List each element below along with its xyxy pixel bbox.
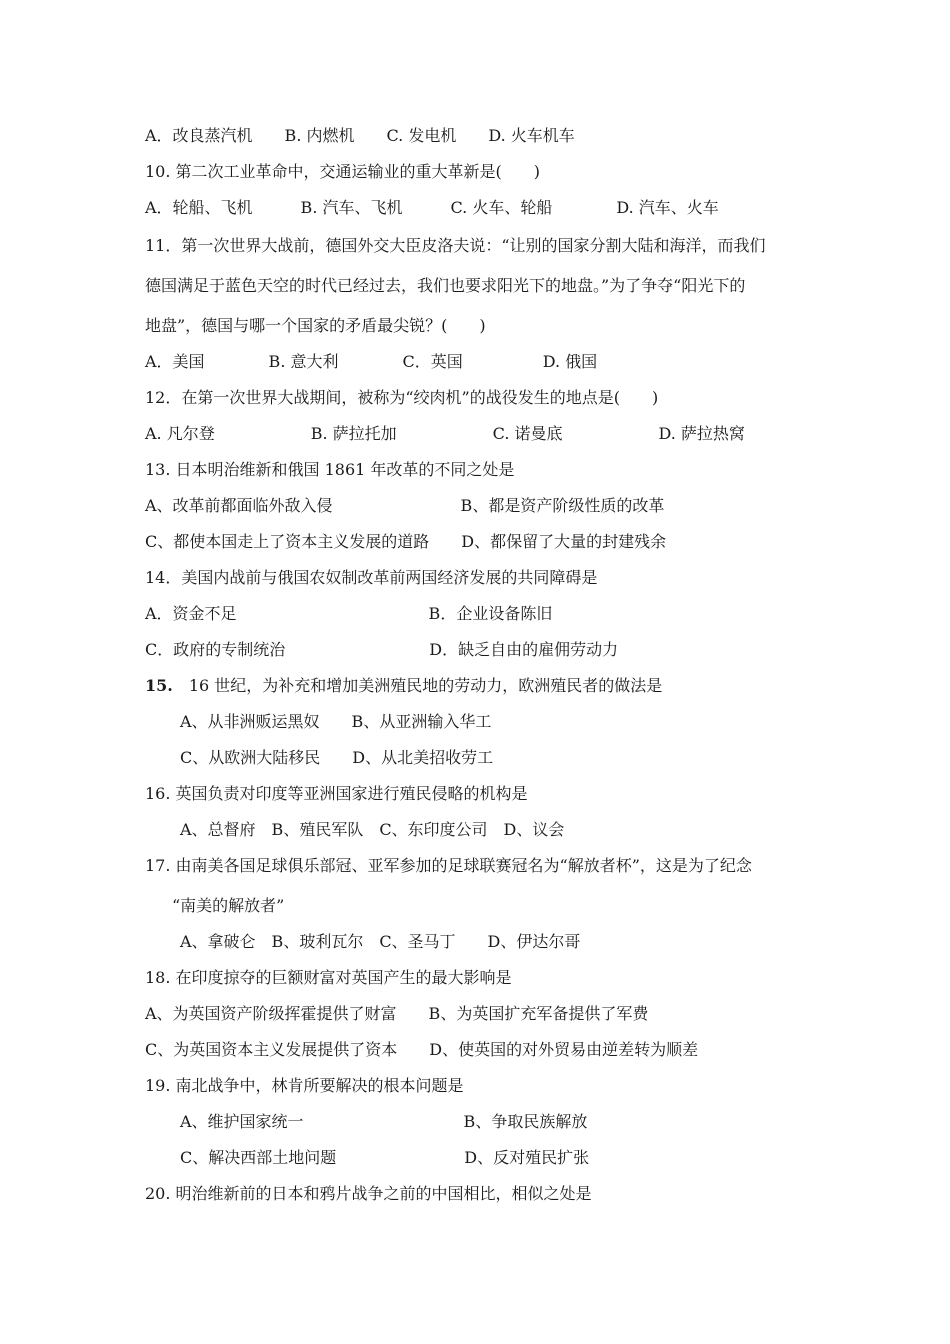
q18-options-ab: A、为英国资产阶级挥霍提供了财富 B、为英国扩充军备提供了军费 (145, 1004, 649, 1023)
q17-stem-line1: 17. 由南美各国足球俱乐部冠、亚军参加的足球联赛冠名为“解放者杯”，这是为了纪念 (145, 856, 752, 875)
q13-options-ab: A、改革前都面临外敌入侵 B、都是资产阶级性质的改革 (145, 496, 665, 515)
q13-stem: 13. 日本明治维新和俄国 1861 年改革的不同之处是 (145, 460, 515, 479)
q15-number: 15. (145, 676, 173, 695)
q14-options-ab: A．资金不足 B．企业设备陈旧 (145, 604, 553, 623)
q9-options: A．改良蒸汽机 B. 内燃机 C. 发电机 D. 火车机车 (145, 126, 575, 145)
q15-options-cd: C、从欧洲大陆移民 D、从北美招收劳工 (180, 748, 494, 767)
q15-stem-text: 16 世纪，为补充和增加美洲殖民地的劳动力，欧洲殖民者的做法是 (172, 676, 663, 695)
q14-options-cd: C．政府的专制统治 D．缺乏自由的雇佣劳动力 (145, 640, 619, 659)
q18-stem: 18. 在印度掠夺的巨额财富对英国产生的最大影响是 (145, 968, 512, 987)
q10-stem: 10. 第二次工业革命中，交通运输业的重大革新是( ) (145, 162, 541, 181)
q11-stem-line1: 11．第一次世界大战前，德国外交大臣皮洛夫说：“让别的国家分割大陆和海洋，而我们 (145, 236, 766, 255)
q19-options-cd: C、解决西部土地问题 D、反对殖民扩张 (180, 1148, 590, 1167)
q17-options: A、拿破仑 B、玻利瓦尔 C、圣马丁 D、伊达尔哥 (180, 932, 581, 951)
q12-options: A. 凡尔登 B. 萨拉托加 C. 诺曼底 D. 萨拉热窝 (145, 424, 745, 443)
q16-options: A、总督府 B、殖民军队 C、东印度公司 D、议会 (180, 820, 565, 839)
q13-options-cd: C、都使本国走上了资本主义发展的道路 D、都保留了大量的封建残余 (145, 532, 667, 551)
q14-stem: 14．美国内战前与俄国农奴制改革前两国经济发展的共同障碍是 (145, 568, 598, 587)
q19-options-ab: A、维护国家统一 B、争取民族解放 (180, 1112, 588, 1131)
q11-stem-line2: 德国满足于蓝色天空的时代已经过去，我们也要求阳光下的地盘。”为了争夺“阳光下的 (145, 276, 746, 295)
q15-stem (145, 676, 662, 696)
q20-stem: 20. 明治维新前的日本和鸦片战争之前的中国相比，相似之处是 (145, 1184, 592, 1203)
q17-stem-line2: “南美的解放者” (172, 896, 285, 915)
q16-stem: 16. 英国负责对印度等亚洲国家进行殖民侵略的机构是 (145, 784, 528, 803)
q18-options-cd: C、为英国资本主义发展提供了资本 D、使英国的对外贸易由逆差转为顺差 (145, 1040, 699, 1059)
q19-stem: 19. 南北战争中，林肯所要解决的根本问题是 (145, 1076, 464, 1095)
q11-stem-line3: 地盘”，德国与哪一个国家的矛盾最尖锐？( ) (145, 316, 486, 335)
q11-options: A．美国 B. 意大利 C．英国 D. 俄国 (145, 352, 598, 371)
q12-stem: 12．在第一次世界大战期间，被称为“绞肉机”的战役发生的地点是( ) (145, 388, 659, 407)
q15-options-ab: A、从非洲贩运黑奴 B、从亚洲输入华工 (180, 712, 492, 731)
q10-options: A．轮船、飞机 B. 汽车、飞机 C. 火车、轮船 D. 汽车、火车 (145, 198, 719, 217)
